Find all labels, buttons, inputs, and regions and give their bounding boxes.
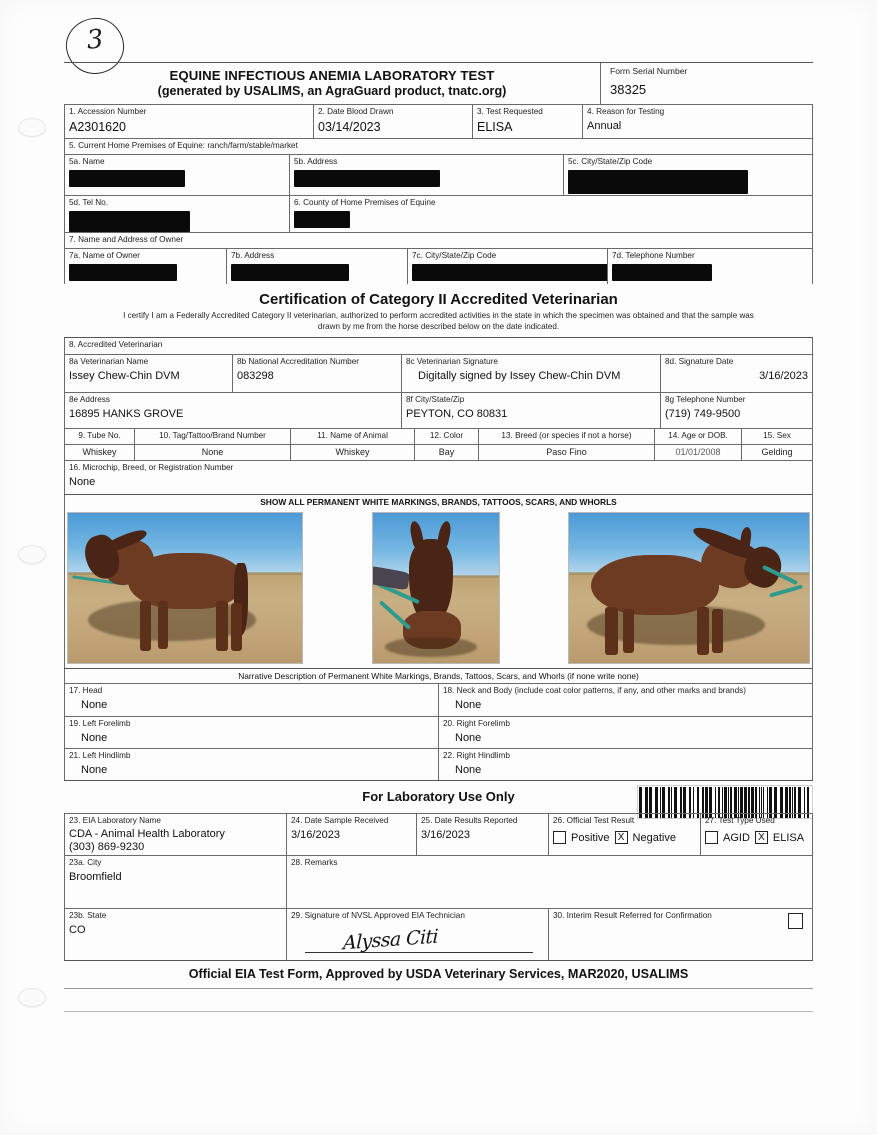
horse-leg-front	[697, 607, 709, 655]
col-header-name-of-animal: 11. Name of Animal	[290, 428, 414, 444]
field-lab-name-label: 23. EIA Laboratory Name	[69, 816, 161, 825]
photo-right-profile	[568, 512, 810, 664]
field-neck-body-markings	[438, 683, 813, 716]
field-microchip-label: 16. Microchip, Breed, or Registration Number	[69, 463, 234, 472]
field-lab-city-label: 23a. City	[69, 858, 102, 867]
field-remarks-label: 28. Remarks	[291, 858, 338, 867]
field-vet-address	[64, 392, 401, 428]
field-head-markings	[64, 683, 438, 716]
field-date-results-reported	[416, 813, 548, 855]
technician-signature-mark: Alyssa Citi	[342, 925, 439, 955]
field-vet-address-value: 16895 HANKS GROVE	[69, 408, 184, 420]
field-premises-telephone	[64, 195, 289, 232]
field-left-forelimb-label: 19. Left Forelimb	[69, 719, 131, 728]
field-owner-name	[64, 248, 226, 284]
horse-leg-front	[140, 601, 151, 651]
field-lab-name-value-1: CDA - Animal Health Laboratory	[69, 828, 225, 840]
field-vet-city-state-zip	[401, 392, 660, 428]
field-left-hindlimb	[64, 748, 438, 780]
redaction-bar-owner-name	[69, 264, 177, 281]
field-right-hindlimb-value: None	[455, 764, 482, 776]
col-header-age-dob: 14. Age or DOB.	[654, 428, 741, 444]
checkbox-positive-label: Positive	[571, 831, 610, 844]
checkbox-agid-label: AGID	[723, 831, 750, 844]
photo-strip	[64, 509, 813, 668]
field-test-requested-value: ELISA	[477, 120, 513, 134]
field-owner-telephone-label: 7d. Telephone Number	[612, 251, 695, 260]
field-owner-name-address-label: 7. Name and Address of Owner	[69, 235, 184, 244]
field-vet-telephone	[660, 392, 813, 428]
field-lab-name-value-2: (303) 869-9230	[69, 841, 145, 853]
photo-head-on	[372, 512, 500, 664]
cell-name-of-animal: Whiskey	[290, 444, 414, 460]
field-remarks-value	[291, 868, 808, 870]
field-vet-accreditation-number-label: 8b National Accreditation Number	[237, 357, 359, 366]
field-vet-city-state-zip-label: 8f City/State/Zip	[406, 395, 465, 404]
field-accession-number	[64, 105, 313, 138]
field-county-of-premises	[289, 195, 813, 232]
certification-heading: Certification of Category II Accredited Veterinarian	[259, 291, 618, 308]
field-accession-number-label: 1. Accession Number	[69, 107, 147, 116]
field-county-of-premises-label: 6. County of Home Premises of Equine	[294, 198, 436, 207]
field-technician-signature-label: 29. Signature of NVSL Approved EIA Technician	[291, 911, 465, 920]
field-vet-city-state-zip-value: PEYTON, CO 80831	[406, 408, 508, 420]
field-owner-address	[226, 248, 407, 284]
narrative-banner: Narrative Description of Permanent White Markings, Brands, Tattoos, Scars, and Whorls (if none write none)	[64, 669, 813, 683]
field-remarks	[286, 855, 813, 908]
redaction-bar-premises-city	[568, 170, 748, 194]
field-test-type-used-label: 27. Test Type Used	[705, 816, 775, 825]
col-header-tube-no: 9. Tube No.	[64, 428, 134, 444]
narrative-row-1	[64, 683, 813, 716]
field-premises-city-state-zip	[563, 154, 813, 195]
field-official-test-result-label: 26. Official Test Result	[553, 816, 635, 825]
checkbox-negative-label: Negative	[632, 831, 676, 844]
field-vet-signature-date	[660, 354, 813, 392]
field-interim-result-referred	[548, 908, 813, 960]
field-reason-for-testing	[582, 105, 813, 138]
field-lab-state-label: 23b. State	[69, 911, 107, 920]
field-test-requested-label: 3. Test Requested	[477, 107, 543, 116]
hole-punch-mark	[18, 545, 46, 564]
certification-block	[64, 284, 813, 337]
premises-row-1	[64, 154, 813, 195]
field-vet-signature-value: Digitally signed by Issey Chew-Chin DVM	[418, 370, 621, 382]
field-owner-name-label: 7a. Name of Owner	[69, 251, 140, 260]
field-owner-address-label: 7b. Address	[231, 251, 275, 260]
animal-header-row	[64, 428, 813, 444]
cell-breed: Paso Fino	[478, 444, 654, 460]
field-premises-address-label: 5b. Address	[294, 157, 338, 166]
redaction-bar-premises-tel	[69, 211, 190, 232]
field-current-home-premises	[64, 138, 813, 154]
hole-punch-mark	[18, 988, 46, 1007]
field-right-forelimb-label: 20. Right Forelimb	[443, 719, 510, 728]
field-left-forelimb-value: None	[81, 732, 108, 744]
field-reason-for-testing-label: 4. Reason for Testing	[587, 107, 665, 116]
field-vet-telephone-value: (719) 749-9500	[665, 408, 741, 420]
field-vet-name-value: Issey Chew-Chin DVM	[69, 370, 180, 382]
form-serial-number-label: Form Serial Number	[610, 66, 688, 76]
field-date-blood-drawn-label: 2. Date Blood Drawn	[318, 107, 394, 116]
field-accredited-veterinarian-label: 8. Accredited Veterinarian	[69, 340, 163, 349]
col-header-color: 12. Color	[414, 428, 478, 444]
page-number-text: 3	[85, 24, 105, 56]
field-vet-accreditation-number-value: 083298	[237, 370, 274, 382]
field-test-type-used	[700, 813, 813, 855]
field-lab-state-value: CO	[69, 924, 86, 936]
field-left-forelimb	[64, 716, 438, 748]
field-left-hindlimb-label: 21. Left Hindlimb	[69, 751, 131, 760]
veterinarian-row-2	[64, 392, 813, 428]
checkbox-positive[interactable]	[553, 831, 566, 844]
checkbox-negative[interactable]: X	[615, 831, 628, 844]
field-right-hindlimb	[438, 748, 813, 780]
field-owner-city-state-zip-label: 7c. City/State/Zip Code	[412, 251, 497, 260]
field-date-results-reported-value: 3/16/2023	[421, 829, 470, 841]
form-title	[64, 63, 601, 104]
veterinarian-row-1	[64, 354, 813, 392]
form-serial-number-field	[601, 63, 813, 104]
field-vet-address-label: 8e Address	[69, 395, 110, 404]
field-date-sample-received-value: 3/16/2023	[291, 829, 340, 841]
redaction-bar-owner-city	[412, 264, 608, 281]
bottom-rule	[64, 1011, 813, 1012]
field-premises-city-state-zip-label: 5c. City/State/Zip Code	[568, 157, 653, 166]
field-date-sample-received-label: 24. Date Sample Received	[291, 816, 389, 825]
col-header-breed: 13. Breed (or species if not a horse)	[478, 428, 654, 444]
premises-header-row	[64, 138, 813, 154]
field-premises-name-label: 5a. Name	[69, 157, 105, 166]
field-neck-body-markings-value: None	[455, 699, 482, 711]
field-interim-result-referred-label: 30. Interim Result Referred for Confirmation	[553, 911, 712, 920]
field-test-requested	[472, 105, 582, 138]
field-premises-address	[289, 154, 563, 195]
cell-color: Bay	[414, 444, 478, 460]
eia-test-form	[64, 62, 813, 1012]
field-lab-state	[64, 908, 286, 960]
cell-tag-tattoo-brand: None	[134, 444, 290, 460]
col-header-sex: 15. Sex	[741, 428, 813, 444]
photos-banner: SHOW ALL PERMANENT WHITE MARKINGS, BRANDS, TATTOOS, SCARS, AND WHORLS	[64, 495, 813, 509]
certification-body-line-1: I certify I am a Federally Accredited Category II veterinarian, authorized to perform accredited activities in the state in which the specimen was obtained and that the sample was	[123, 311, 754, 320]
form-title-line-2: (generated by USALIMS, an AgraGuard product, tnatc.org)	[157, 84, 507, 98]
field-owner-city-state-zip	[407, 248, 607, 284]
form-serial-number-value: 38325	[610, 82, 647, 97]
field-vet-accreditation-number	[232, 354, 401, 392]
field-vet-name	[64, 354, 232, 392]
field-lab-city	[64, 855, 286, 908]
field-date-blood-drawn	[313, 105, 472, 138]
field-lab-name	[64, 813, 286, 855]
field-right-forelimb-value: None	[455, 732, 482, 744]
horse-shadow	[385, 637, 477, 657]
field-head-markings-label: 17. Head	[69, 686, 103, 695]
field-right-forelimb	[438, 716, 813, 748]
lab-row-2	[64, 855, 813, 908]
redaction-bar-premises-name	[69, 170, 185, 187]
field-owner-name-address	[64, 232, 813, 248]
horse-leg-rear	[605, 607, 618, 655]
field-date-blood-drawn-value: 03/14/2023	[318, 120, 381, 134]
checkbox-elisa[interactable]: X	[755, 831, 768, 844]
owner-row	[64, 248, 813, 284]
cell-age-dob: 01/01/2008	[654, 444, 741, 460]
field-microchip-breed-registration	[64, 460, 813, 494]
field-technician-signature	[286, 908, 548, 960]
field-date-results-reported-label: 25. Date Results Reported	[421, 816, 518, 825]
col-header-tag-tattoo-brand: 10. Tag/Tattoo/Brand Number	[134, 428, 290, 444]
field-right-hindlimb-label: 22. Right Hindlimb	[443, 751, 510, 760]
horse-leg-front-2	[712, 609, 723, 653]
field-lab-city-value: Broomfield	[69, 871, 122, 883]
field-premises-name	[64, 154, 289, 195]
checkbox-elisa-label: ELISA	[772, 831, 805, 844]
field-accredited-veterinarian	[64, 338, 813, 354]
field-vet-signature-date-value: 3/16/2023	[759, 370, 808, 382]
veterinarian-header-row	[64, 338, 813, 354]
field-owner-telephone	[607, 248, 813, 284]
lab-row-1	[64, 813, 813, 855]
field-vet-telephone-label: 8g Telephone Number	[665, 395, 746, 404]
horse-leg-rear	[216, 601, 228, 651]
redaction-bar-county	[294, 211, 350, 228]
intake-row	[64, 105, 813, 138]
field-microchip-value: None	[69, 476, 96, 488]
horse-leg-rear-2	[231, 603, 242, 651]
form-footer: Official EIA Test Form, Approved by USDA Veterinary Services, MAR2020, USALIMS	[64, 960, 813, 989]
field-vet-signature-date-label: 8d. Signature Date	[665, 357, 734, 366]
owner-header-row	[64, 232, 813, 248]
narrative-row-3	[64, 748, 813, 780]
field-accession-number-value: A2301620	[69, 120, 127, 134]
horse-torso	[591, 555, 719, 615]
checkbox-interim-result[interactable]	[788, 913, 803, 929]
photo-left-profile	[67, 512, 303, 664]
redaction-bar-premises-address	[294, 170, 440, 187]
lab-row-3	[64, 908, 813, 960]
field-date-sample-received	[286, 813, 416, 855]
form-title-line-1: EQUINE INFECTIOUS ANEMIA LABORATORY TEST	[169, 68, 495, 83]
narrative-row-2	[64, 716, 813, 748]
test-type-checkbox-group	[705, 826, 808, 844]
cell-tube-no: Whiskey	[64, 444, 134, 460]
lab-use-only-banner: For Laboratory Use Only	[362, 789, 515, 804]
field-current-home-premises-label: 5. Current Home Premises of Equine: ranch/farm/stable/market	[69, 141, 298, 150]
field-neck-body-markings-label: 18. Neck and Body (include coat color patterns, if any, and other marks and brands)	[443, 686, 746, 695]
field-vet-signature-label: 8c Veterinarian Signature	[406, 357, 498, 366]
field-left-hindlimb-value: None	[81, 764, 108, 776]
redaction-bar-owner-address	[231, 264, 349, 281]
redaction-bar-owner-tel	[612, 264, 712, 281]
form-title-block	[64, 63, 813, 105]
checkbox-agid[interactable]	[705, 831, 718, 844]
hole-punch-mark	[18, 118, 46, 137]
field-premises-telephone-label: 5d. Tel No.	[69, 198, 108, 207]
lab-banner-row	[64, 781, 813, 813]
horse-leg-front-2	[158, 601, 168, 649]
microchip-row	[64, 460, 813, 494]
test-result-checkbox-group	[553, 826, 696, 844]
animal-value-row	[64, 444, 813, 460]
field-vet-name-label: 8a Veterinarian Name	[69, 357, 149, 366]
cell-sex: Gelding	[741, 444, 813, 460]
premises-row-2	[64, 195, 813, 232]
horse-leg-rear-2	[623, 609, 634, 653]
certification-body-line-2: drawn by me from the horse described below on the date indicated.	[317, 321, 560, 331]
field-head-markings-value: None	[81, 699, 108, 711]
field-reason-for-testing-value: Annual	[587, 120, 622, 132]
field-official-test-result	[548, 813, 700, 855]
field-vet-signature	[401, 354, 660, 392]
